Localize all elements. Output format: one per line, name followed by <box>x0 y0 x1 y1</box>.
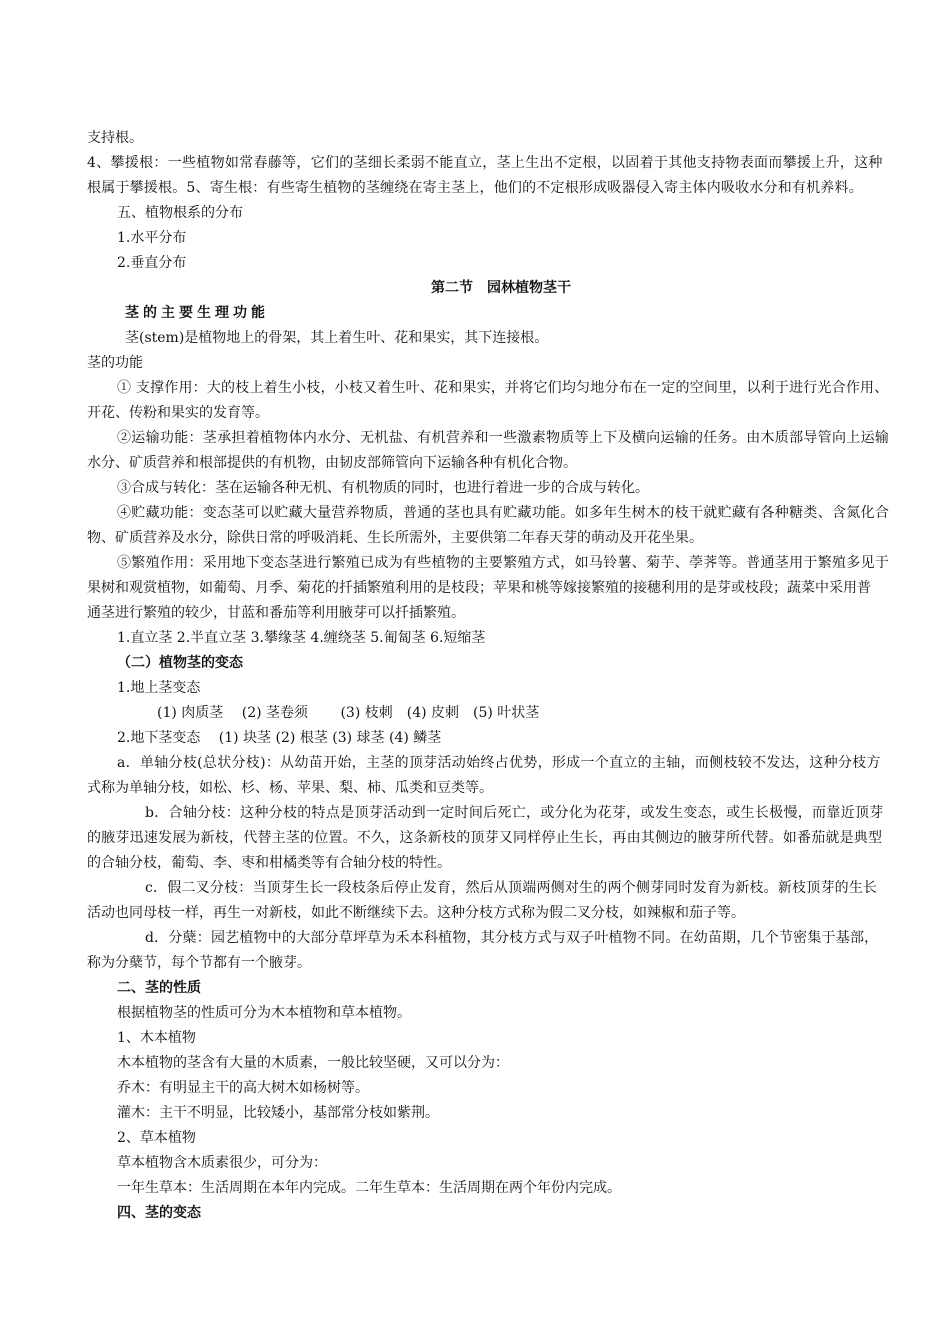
text-line: 通茎进行繁殖的较少，甘蓝和番茄等利用腋芽可以扦插繁殖。 <box>87 605 465 621</box>
text-line: 根属于攀援根。5、寄生根：有些寄生植物的茎缠绕在寄主茎上，他们的不定根形成吸器侵入寄主体内吸收水分和有机养料。 <box>87 180 863 196</box>
section-heading: 四、茎的变态 <box>117 1205 201 1221</box>
text-line: ④贮藏功能：变态茎可以贮藏大量营养物质，普通的茎也具有贮藏功能。如多年生树木的枝干就贮藏有各种糖类、含氮化合 <box>117 505 890 521</box>
text-line: 支持根。 <box>87 130 143 146</box>
text-line: 4、攀援根：一些植物如常春藤等，它们的茎细长柔弱不能直立，茎上生出不定根，以固着于其他支持物表面而攀援上升，这种 <box>87 155 883 171</box>
text-line: 一年生草本：生活周期在本年内完成。二年生草本：生活周期在两个年份内完成。 <box>117 1180 621 1196</box>
text-line: ③合成与转化：茎在运输各种无机、有机物质的同时，也进行着进一步的合成与转化。 <box>117 480 649 496</box>
text-line: d．分蘖：园艺植物中的大部分草坪草为禾本科植物，其分枝方式与双子叶植物不同。在幼苗期，几个节密集于基部， <box>145 930 879 946</box>
text-line: 2、草本植物 <box>117 1130 196 1146</box>
text-line: 的合轴分枝，葡萄、李、枣和柑橘类等有合轴分枝的特性。 <box>87 855 451 871</box>
text-line: 称为分蘖节，每个节都有一个腋芽。 <box>87 955 311 971</box>
text-line: ②运输功能：茎承担着植物体内水分、无机盐、有机营养和一些激素物质等上下及横向运输的任务。由木质部导管向上运输 <box>117 430 890 446</box>
text-line: 物、矿质营养及水分，除供日常的呼吸消耗、生长所需外，主要供第二年春天芽的萌动及开花坐果。 <box>87 530 703 546</box>
text-line: a．单轴分枝(总状分枝)：从幼苗开始，主茎的顶芽活动始终占优势，形成一个直立的主轴，而侧枝较不发达，这种分枝方 <box>117 755 881 771</box>
text-line: 乔木：有明显主干的高大树木如杨树等。 <box>117 1080 369 1096</box>
text-line: 水分、矿质营养和根部提供的有机物，由韧皮部筛管向下运输各种有机化合物。 <box>87 455 577 471</box>
text-line: 1.水平分布 <box>117 230 187 246</box>
subsection-heading: （二）植物茎的变态 <box>117 655 243 671</box>
text-line: 的腋芽迅速发展为新枝，代替主茎的位置。不久，这条新枝的顶芽又同样停止生长，再由其侧边的腋芽所代替。如番茄就是典型 <box>87 830 883 846</box>
text-line: 茎的功能 <box>87 355 143 371</box>
text-line: 草本植物含木质素很少，可分为： <box>117 1155 327 1171</box>
text-line: b．合轴分枝：这种分枝的特点是顶芽活动到一定时间后死亡，或分化为花芽，或发生变态，或生长极慢，而靠近顶芽 <box>145 805 884 821</box>
text-line: 2.垂直分布 <box>117 255 187 271</box>
text-line: 开花、传粉和果实的发育等。 <box>87 405 269 421</box>
text-line: 木本植物的茎含有大量的木质素，一般比较坚硬，又可以分为： <box>117 1055 509 1071</box>
text-line: ⑤繁殖作用：采用地下变态茎进行繁殖已成为有些植物的主要繁殖方式，如马铃薯、菊芋、荸荠等。普通茎用于繁殖多见于 <box>117 555 890 571</box>
text-line: ① 支撑作用：大的枝上着生小枝，小枝又着生叶、花和果实，并将它们均匀地分布在一定的空间里，以利于进行光合作用、 <box>117 380 889 396</box>
text-line: 1、木本植物 <box>117 1030 196 1046</box>
text-line: 1.地上茎变态 <box>117 680 201 696</box>
text-line: 式称为单轴分枝，如松、杉、杨、苹果、梨、柿、瓜类和豆类等。 <box>87 780 493 796</box>
text-line: 2.地下茎变态 (1) 块茎 (2) 根茎 (3) 球茎 (4) 鳞茎 <box>117 730 442 746</box>
text-line: 果树和观赏植物，如葡萄、月季、菊花的扦插繁殖利用的是枝段；苹果和桃等嫁接繁殖的接穗利用的是芽或枝段；蔬菜中采用普 <box>87 580 871 596</box>
text-line: 1.直立茎 2.半直立茎 3.攀缘茎 4.缠绕茎 5.匍匐茎 6.短缩茎 <box>117 630 486 646</box>
section-title: 第二节 园林植物茎干 <box>431 280 571 296</box>
text-line: (1) 肉质茎 (2) 茎卷须 (3) 枝刺 (4) 皮刺 (5) 叶状茎 <box>157 705 540 721</box>
text-line: 根据植物茎的性质可分为木本植物和草本植物。 <box>117 1005 411 1021</box>
text-line: 灌木：主干不明显，比较矮小，基部常分枝如紫荆。 <box>117 1105 439 1121</box>
section-heading: 五、植物根系的分布 <box>117 205 243 221</box>
text-line: 活动也同母枝一样，再生一对新枝，如此不断继续下去。这种分枝方式称为假二叉分枝，如辣椒和茄子等。 <box>87 905 745 921</box>
text-line: c．假二叉分枝：当顶芽生长一段枝条后停止发育，然后从顶端两侧对生的两个侧芽同时发育为新枝。新枝顶芽的生长 <box>145 880 878 896</box>
text-line: 茎(stem)是植物地上的骨架，其上着生叶、花和果实，其下连接根。 <box>125 330 549 346</box>
section-heading: 二、茎的性质 <box>117 980 201 996</box>
subsection-heading: 茎的主要生理功能 <box>125 305 269 321</box>
